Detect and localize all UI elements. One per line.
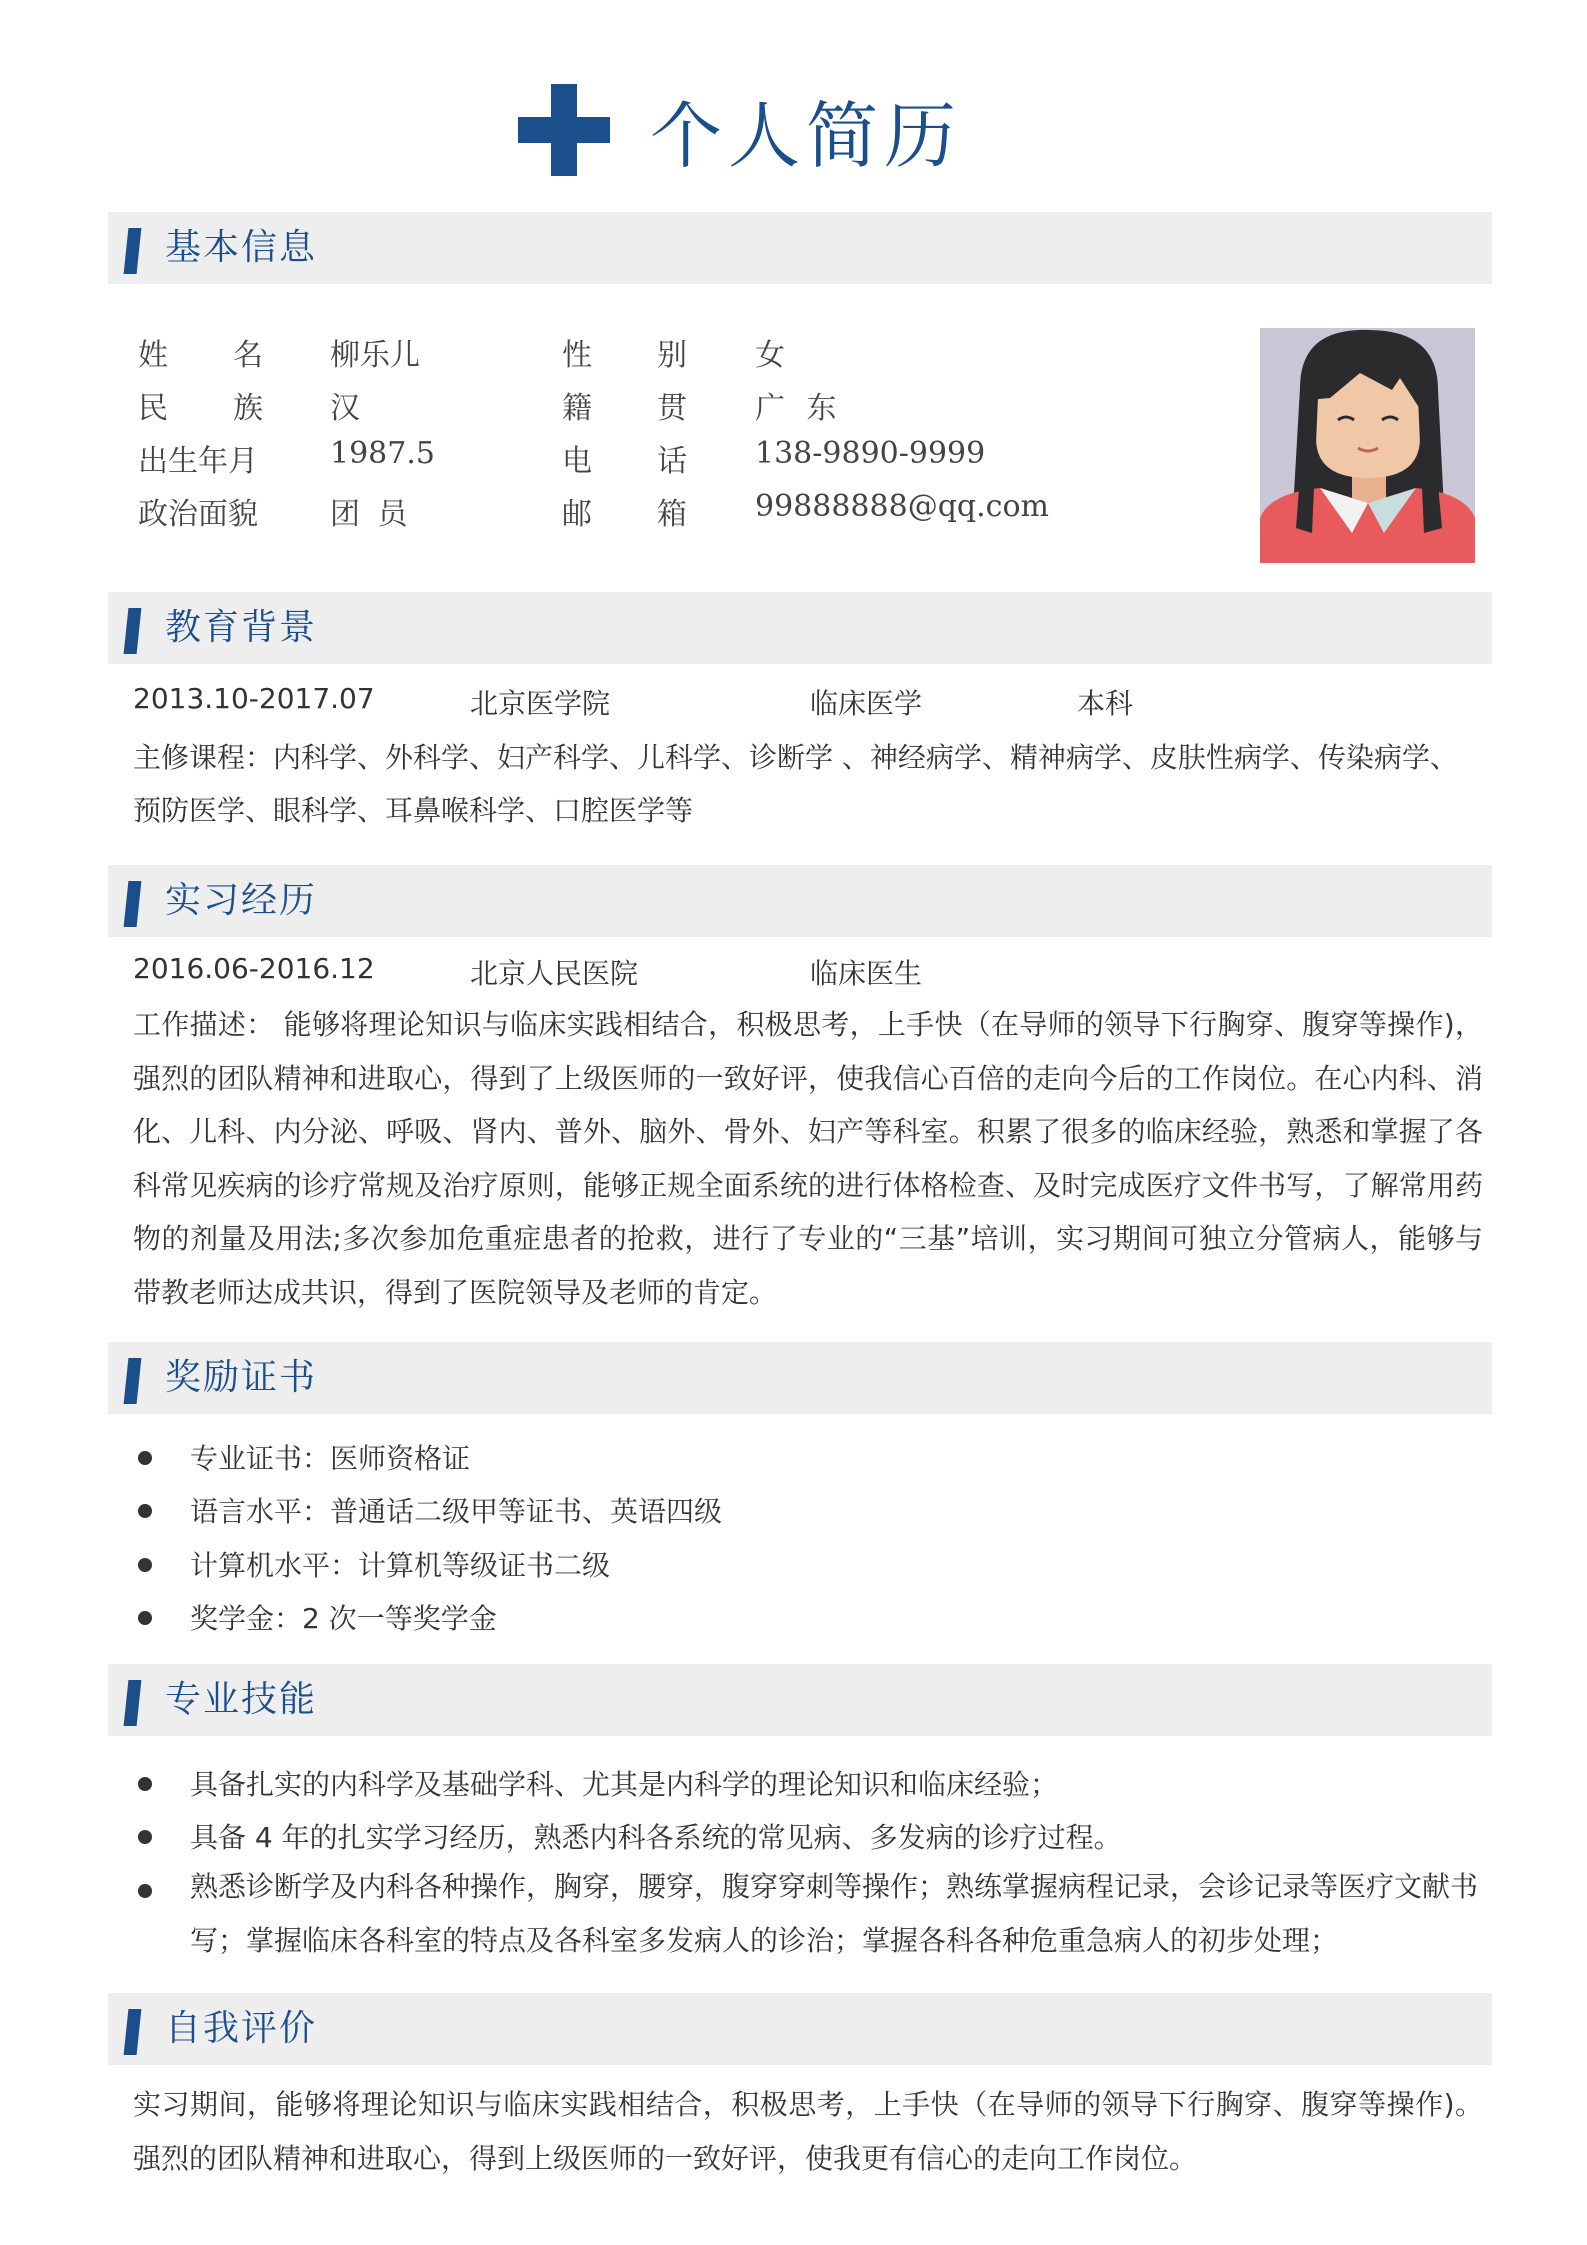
bullet-icon bbox=[138, 1504, 152, 1518]
name-label bbox=[138, 330, 263, 374]
section-title: 实习经历 bbox=[165, 880, 318, 921]
award-item: 语言水平：普通话二级甲等证书、英语四级 bbox=[190, 1495, 723, 1528]
education-degree: 本科 bbox=[1077, 687, 1134, 720]
bullet-icon bbox=[138, 1777, 152, 1791]
origin-value: 广 东 bbox=[755, 391, 843, 426]
skill-item: 熟悉诊断学及内科各种操作，胸穿，腰穿，腹穿穿刺等操作；熟练掌握病程记录，会诊记录等医疗文献书写；掌握临床各科室的特点及各科室多发病人的诊治；掌握各科各种危重急病人的初步处理； bbox=[190, 1870, 1479, 1957]
internship-hospital: 北京人民医院 bbox=[470, 957, 639, 990]
section-marker bbox=[124, 2009, 142, 2055]
education-period: 2013.10-2017.07 bbox=[133, 682, 375, 715]
section-header-awards bbox=[108, 1342, 1492, 1414]
birth-value: 1987.5 bbox=[330, 436, 435, 471]
section-title: 自我评价 bbox=[165, 2008, 318, 2049]
award-item: 计算机水平：计算机等级证书二级 bbox=[190, 1549, 611, 1582]
education-courses-line2: 预防医学、眼科学、耳鼻喉科学、口腔医学等 bbox=[133, 794, 694, 827]
bullet-icon bbox=[138, 1451, 152, 1465]
section-title: 基本信息 bbox=[165, 227, 318, 268]
education-courses-line1: 主修课程：内科学、外科学、妇产科学、儿科学、诊断学 、神经病学、精神病学、皮肤性病学、传染病学、 bbox=[133, 741, 1458, 774]
ethnicity-label-text: 民 族 bbox=[138, 391, 263, 426]
medical-cross-icon bbox=[518, 84, 610, 176]
award-item: 专业证书：医师资格证 bbox=[190, 1442, 471, 1475]
birth-label: 出生年月 bbox=[138, 444, 258, 479]
bullet-icon bbox=[138, 1558, 152, 1572]
section-header-education bbox=[108, 592, 1492, 664]
bullet-icon bbox=[138, 1830, 152, 1844]
origin-label-text: 籍 贯 bbox=[562, 391, 687, 426]
section-header-basic bbox=[108, 212, 1492, 284]
section-marker bbox=[124, 228, 142, 274]
award-item: 奖学金：2 次一等奖学金 bbox=[190, 1602, 497, 1635]
internship-description: 工作描述： 能够将理论知识与临床实践相结合，积极思考，上手快（在导师的领导下行胸穿、腹穿等操作)，强烈的团队精神和进取心，得到了上级医师的一致好评，使我信心百倍的走向今后的工作岗位。在心内科、消化、儿科、内分泌、呼吸、肾内、普外、脑外、骨外、妇产等科室。积累了很多的临床经验，熟悉和掌握了各科常见疾病的诊疗常规及治疗原则，能够正规全面系统的进行体格检查、及时完成医疗文件书写，了解常用药物的剂量及用法;多次参加危重症患者的抢救，进行了专业的“三基”培训，实习期间可独立分管病人，能够与带教老师达成共识，得到了医院领导及老师的肯定。 bbox=[133, 1008, 1483, 1309]
avatar bbox=[1260, 328, 1475, 563]
bullet-icon bbox=[138, 1884, 152, 1898]
email-label bbox=[562, 489, 687, 533]
section-marker bbox=[124, 1358, 142, 1404]
section-header-skills bbox=[108, 1664, 1492, 1736]
education-major: 临床医学 bbox=[810, 687, 923, 720]
section-header-self bbox=[108, 1993, 1492, 2065]
politics-label: 政治面貌 bbox=[138, 497, 258, 532]
education-school: 北京医学院 bbox=[470, 687, 611, 720]
ethnicity-value: 汉 bbox=[330, 391, 360, 426]
avatar-illustration bbox=[1260, 328, 1475, 563]
page-title: 个人简历 bbox=[650, 94, 963, 178]
section-marker bbox=[124, 1680, 142, 1726]
section-marker bbox=[124, 608, 142, 654]
bullet-icon bbox=[138, 1611, 152, 1625]
section-title: 专业技能 bbox=[165, 1679, 318, 1720]
skill-item: 具备扎实的内科学及基础学科、尤其是内科学的理论知识和临床经验； bbox=[190, 1768, 1059, 1801]
section-title: 教育背景 bbox=[165, 607, 318, 648]
internship-period: 2016.06-2016.12 bbox=[133, 952, 375, 985]
skill-item: 具备 4 年的扎实学习经历，熟悉内科各系统的常见病、多发病的诊疗过程。 bbox=[190, 1821, 1122, 1854]
gender-label-text: 性 别 bbox=[562, 338, 687, 373]
email-label-text: 邮 箱 bbox=[562, 497, 687, 532]
gender-value: 女 bbox=[755, 338, 785, 373]
internship-position: 临床医生 bbox=[810, 957, 923, 990]
gender-label bbox=[562, 330, 687, 374]
politics-value: 团 员 bbox=[330, 497, 412, 532]
phone-label bbox=[562, 436, 687, 480]
name-value: 柳乐儿 bbox=[330, 338, 420, 373]
origin-label bbox=[562, 383, 687, 427]
section-title: 奖励证书 bbox=[165, 1357, 318, 1398]
phone-value: 138-9890-9999 bbox=[755, 436, 986, 471]
self-evaluation: 实习期间，能够将理论知识与临床实践相结合，积极思考，上手快（在导师的领导下行胸穿、腹穿等操作)。强烈的团队精神和进取心，得到上级医师的一致好评，使我更有信心的走向工作岗位。 bbox=[133, 2088, 1483, 2175]
phone-label-text: 电 话 bbox=[562, 444, 687, 479]
ethnicity-label bbox=[138, 383, 263, 427]
name-label-text: 姓 名 bbox=[138, 338, 263, 373]
section-header-internship bbox=[108, 865, 1492, 937]
resume-header bbox=[518, 80, 962, 180]
section-marker bbox=[124, 881, 142, 927]
email-value: 99888888@qq.com bbox=[755, 489, 1049, 524]
